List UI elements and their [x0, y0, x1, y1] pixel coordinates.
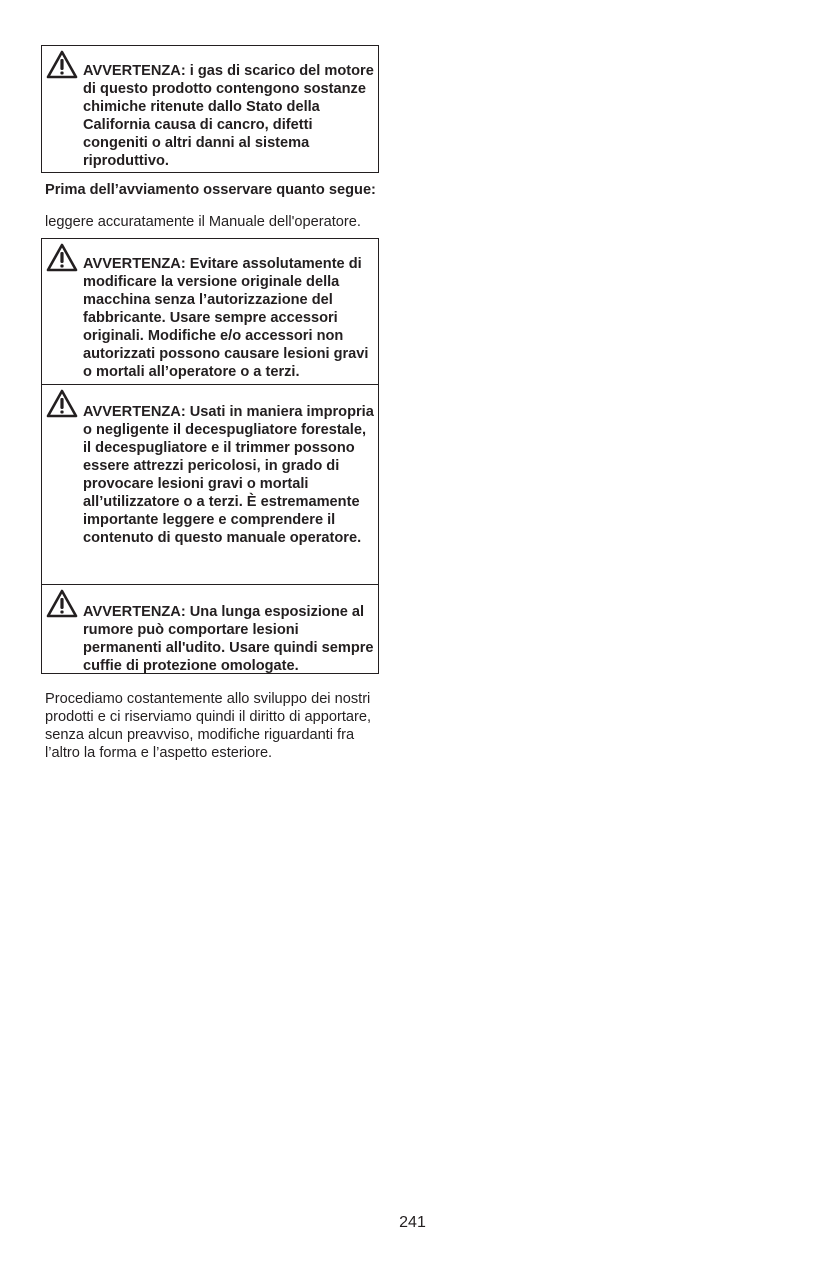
warning-box-misuse — [42, 384, 378, 584]
closing-paragraph: Procediamo costantemente allo sviluppo dei nostri prodotti e ci riserviamo quindi il diritto di apportare, senza alcun preavviso, modifiche riguardanti fra l’altro la forma e l’aspetto esteriore. — [45, 691, 372, 761]
warning-triangle-icon — [46, 389, 78, 419]
before-start-text: leggere accuratamente il Manuale dell'operatore. — [45, 214, 361, 230]
warning-box-modification — [42, 239, 378, 384]
warning-triangle-icon — [46, 589, 78, 619]
warning-box-noise — [42, 584, 378, 673]
warning-text: AVVERTENZA: Usati in maniera impropria o negligente il decespugliatore forestale, il decespugliatore e il trimmer possono essere attrezzi pericolosi, in grado di provocare lesioni gravi o mortali all’utilizzatore o a terzi. È estremamente importante leggere e comprendere il contenuto di questo manuale operatore. — [83, 404, 374, 546]
content-column — [41, 45, 379, 762]
warning-text: AVVERTENZA: i gas di scarico del motore di questo prodotto contengono sostanze chimiche ritenute dallo Stato della California causa di cancro, difetti congeniti o altri danni al sistema riproduttivo. — [83, 63, 374, 169]
warning-text: AVVERTENZA: Evitare assolutamente di modificare la versione originale della macchina senza l’autorizzazione del fabbricante. Usare sempre accessori originali. Modifiche e/o accessori non autorizzati possono causare lesioni gravi o mortali all’operatore o a terzi. — [83, 256, 369, 380]
warning-box-emissions — [41, 45, 379, 173]
warning-triangle-icon — [46, 50, 78, 80]
warning-group — [41, 238, 379, 674]
warning-text: AVVERTENZA: Una lunga esposizione al rumore può comportare lesioni permanenti all'udito. Usare quindi sempre cuffie di protezione omologate. — [83, 604, 374, 674]
before-start-heading: Prima dell’avviamento osservare quanto segue: — [45, 182, 376, 198]
warning-triangle-icon — [46, 243, 78, 273]
page-number: 241 — [399, 1214, 426, 1231]
